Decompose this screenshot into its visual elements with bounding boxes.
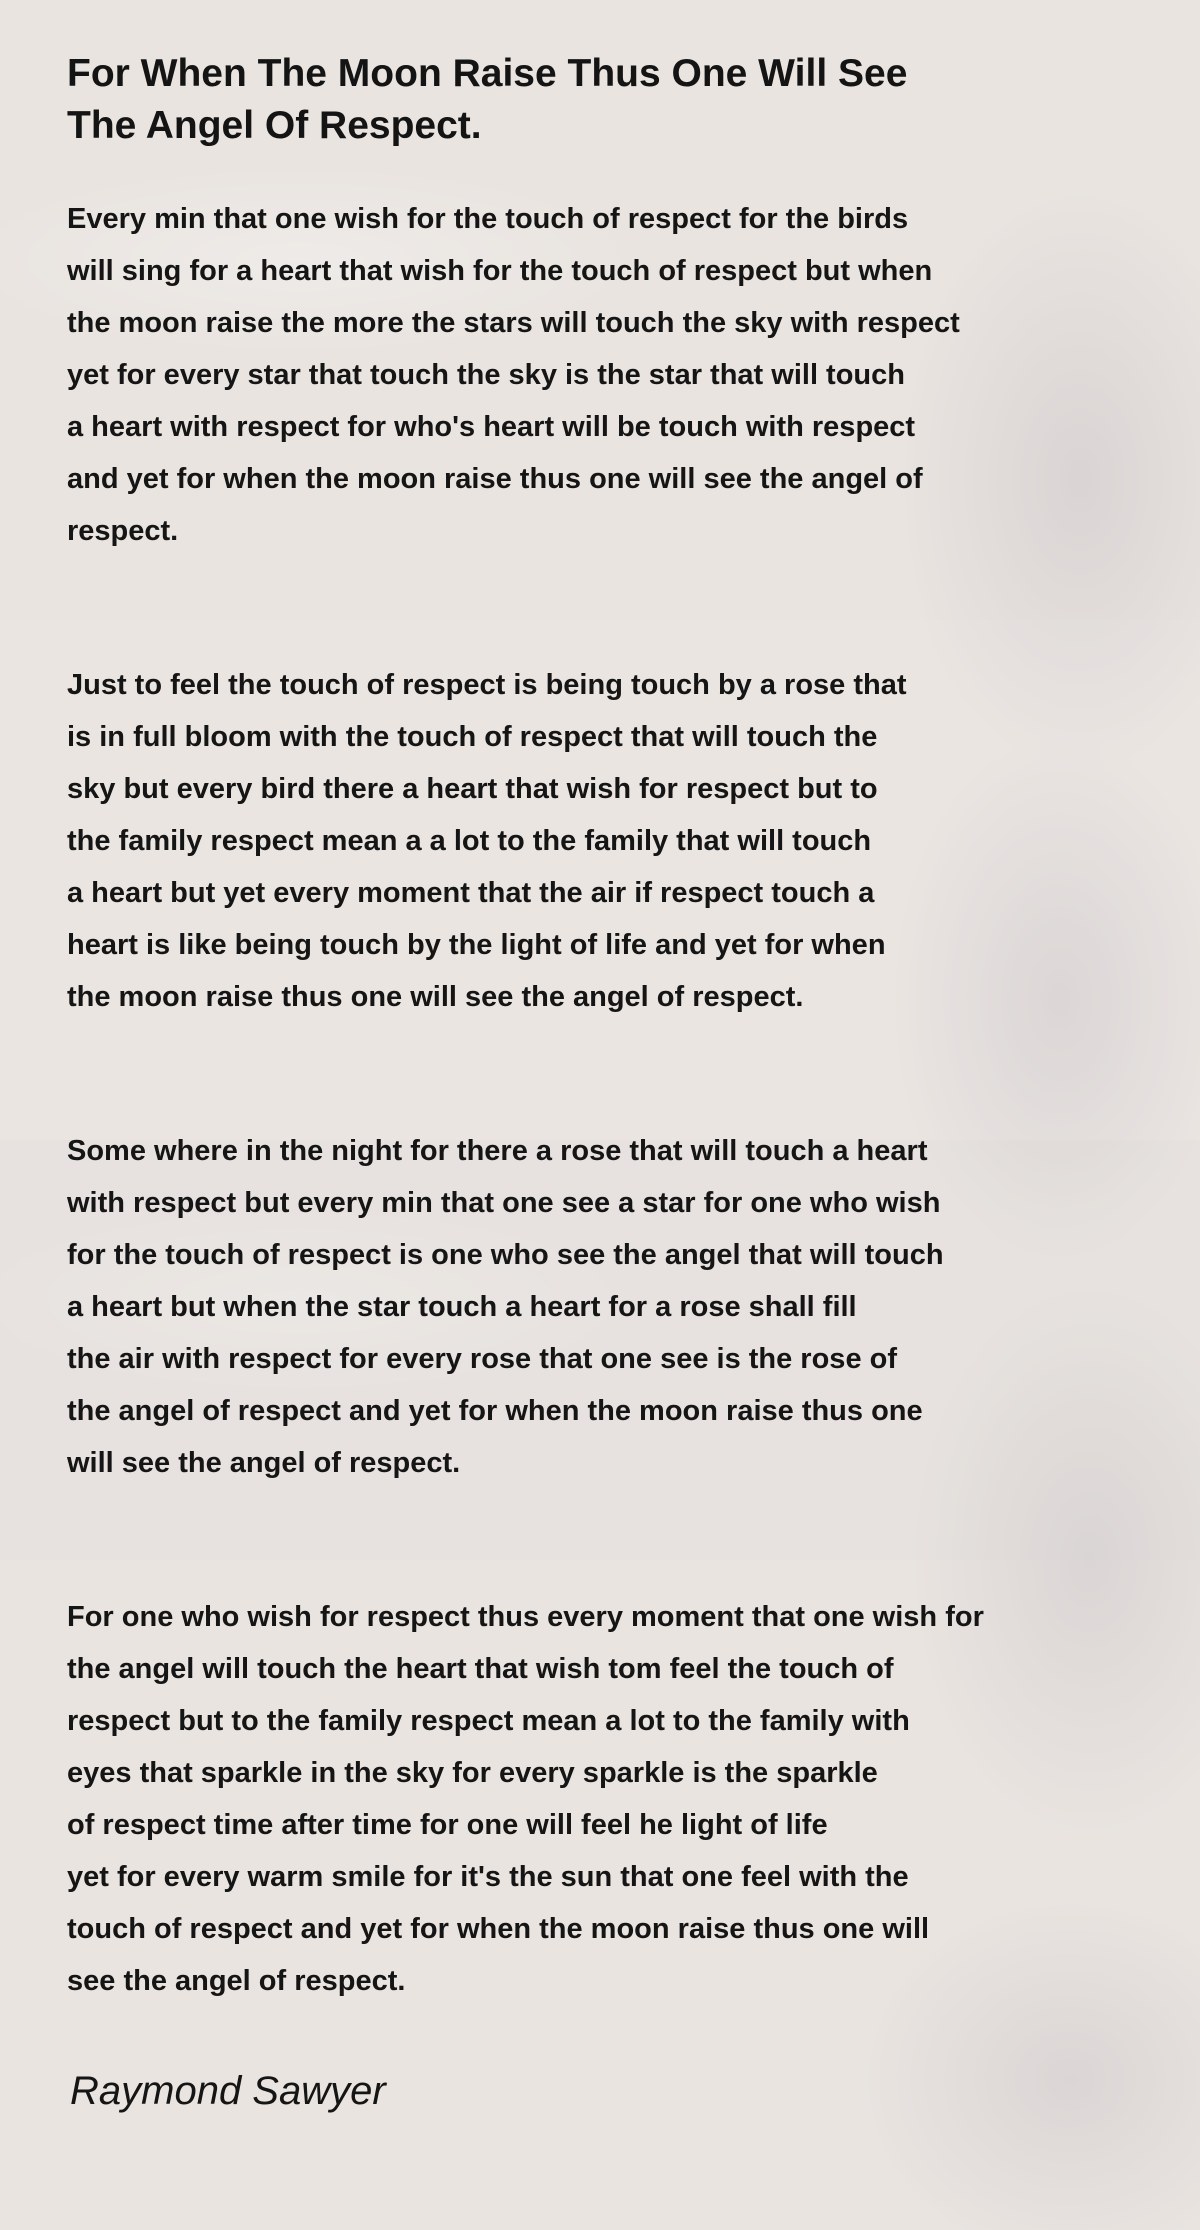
poem-title: For When The Moon Raise Thus One Will See The Angel Of Respect.	[67, 52, 908, 147]
stanza-1: Every min that one wish for the touch of respect for the birds will sing for a heart that wish for the touch of respect but when the moon raise the more the stars will touch the sky with respect yet for every star that touch the sky is the star that will touch a heart with respect for who's heart will be touch with respect and yet for when the moon raise thus one will see the angel of respect.	[67, 203, 960, 547]
stanza-4: For one who wish for respect thus every moment that one wish for the angel will touch the heart that wish tom feel the touch of respect but to the family respect mean a lot to the family with eyes that sparkle in the sky for every sparkle is the sparkle of respect time after time for one will feel he light of life yet for every warm smile for it's the sun that one feel with the touch of respect and yet for when the moon raise thus one will see the angel of respect.	[67, 1601, 984, 1997]
stanza-2: Just to feel the touch of respect is being touch by a rose that is in full bloom with the touch of respect that will touch the sky but every bird there a heart that wish for respect but to the family respect mean a a lot to the family that will touch a heart but yet every moment that the air if respect touch a heart is like being touch by the light of life and yet for when the moon raise thus one will see the angel of respect.	[67, 669, 907, 1013]
poem-page	[67, 48, 1147, 2117]
stanza-3: Some where in the night for there a rose that will touch a heart with respect but every min that one see a star for one who wish for the touch of respect is one who see the angel that will touch a heart but when the star touch a heart for a rose shall fill the air with respect for every rose that one see is the rose of the angel of respect and yet for when the moon raise thus one will see the angel of respect.	[67, 1135, 944, 1479]
poem-body	[67, 193, 1147, 2007]
poem-author: Raymond Sawyer	[70, 2069, 386, 2113]
